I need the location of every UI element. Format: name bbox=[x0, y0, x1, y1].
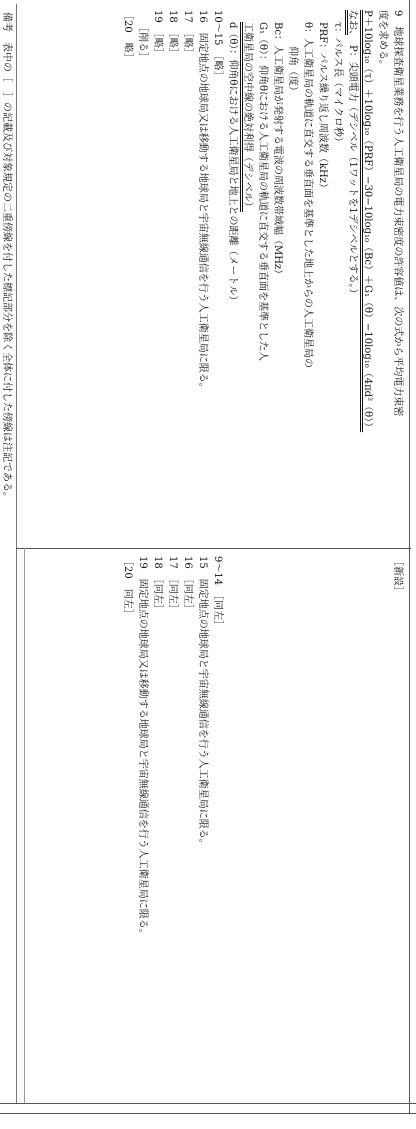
spacer bbox=[360, 556, 375, 1086]
spacer bbox=[345, 556, 360, 1086]
item-19: 19 ［略］ bbox=[152, 10, 163, 58]
definition-P: P：尖頭電力（デシベル（1ワットを1デシベルとする。） bbox=[347, 45, 358, 299]
new-establishment-label: ［新設］ bbox=[392, 556, 403, 596]
item-16: 16 固定地点の地球局又は移動する地球局と宇宙無線通信を行う人工衛星局に限る。 bbox=[197, 10, 208, 393]
table-border-left bbox=[16, 4, 17, 1103]
item-20: ［20 同左］ bbox=[122, 556, 133, 619]
spacer bbox=[315, 556, 330, 1086]
definition-theta: θ：人工衛星局の軌道に直交する垂直面を基準とした地上からの人工衛星局の bbox=[302, 22, 313, 369]
definition-d: d（θ）：仰角θにおける人工衛星局と地上との距離（メートル） bbox=[227, 22, 238, 306]
item-20: ［20 略］ bbox=[122, 10, 133, 63]
definition-P-line bbox=[345, 10, 360, 540]
item-17: 17 ［略］ bbox=[182, 10, 193, 58]
item-19: 19 固定地点の地球局又は移動する地球局と宇宙無線通信を行う人工衛星局に限る。 bbox=[137, 556, 148, 939]
spacer bbox=[300, 556, 315, 1086]
definition-tau: τ：パルス長（マイクロ秒） bbox=[332, 22, 343, 147]
definition-PRF: PRF：パルス繰り返し周波数（kHz） bbox=[317, 22, 328, 193]
spacer bbox=[285, 556, 300, 1086]
spacer bbox=[375, 556, 390, 1086]
item-16: 16 ［同左］ bbox=[182, 556, 193, 614]
formula: P＋10log₁₀（τ）＋10log₁₀（PRF）−30−10log₁₀（Bc）＋G₁（θ）−10log₁₀（4πd²（θ）） bbox=[362, 10, 373, 433]
spacer bbox=[270, 556, 285, 1086]
remarks-note bbox=[0, 12, 14, 1102]
outer-border-right bbox=[409, 0, 410, 1113]
item-10-15: 10〜15 ［略］ bbox=[212, 10, 223, 81]
spacer bbox=[240, 556, 255, 1086]
item-15: 15 固定地点の地球局と宇宙無線通信を行う人工衛星局に限る。 bbox=[197, 556, 208, 849]
outer-border-bottom-second bbox=[0, 1113, 416, 1114]
column-divider bbox=[16, 548, 411, 549]
definition-Bc: Bc：人工衛星局が発射する電波の周波数帯域幅（MHz） bbox=[272, 22, 283, 280]
spacer bbox=[255, 556, 270, 1086]
spacer bbox=[225, 556, 240, 1086]
remarks-text: 備考 表中の［ ］の記載及び対象規定の二重傍線を付した標記部分を除く全体に付した傍線は注記である。 bbox=[1, 12, 12, 502]
outer-border-bottom bbox=[0, 1103, 416, 1104]
note-separator bbox=[24, 548, 25, 1103]
definition-G: G₁（θ）：仰角θにおける人工衛星局の軌道に直交する垂直面を基準とした人 bbox=[257, 22, 268, 362]
definition-theta-continued: 仰角（度） bbox=[287, 46, 298, 96]
item-17: 17 ［同左］ bbox=[167, 556, 178, 614]
spacer bbox=[330, 556, 345, 1086]
item-9-continuation: 度を求める。 bbox=[377, 10, 388, 70]
item-18: 18 ［略］ bbox=[167, 10, 178, 58]
item-9-heading: 9 地球探査衛星業務を行う人工衛星局の電力束密度の許容値は、次の式から平均電力束密 bbox=[392, 10, 403, 417]
amended-text-column bbox=[120, 10, 405, 540]
deleted-label: ［削る］ bbox=[137, 22, 148, 62]
item-9-14: 9〜14 ［同左］ bbox=[212, 556, 223, 631]
item-18: 18 ［同左］ bbox=[152, 556, 163, 614]
definition-G-continued: 工衛星局の空中線の絶対利得（デシベル） bbox=[242, 22, 253, 212]
previous-text-column bbox=[120, 556, 405, 1086]
naose-prefix: なお、 bbox=[347, 10, 358, 35]
